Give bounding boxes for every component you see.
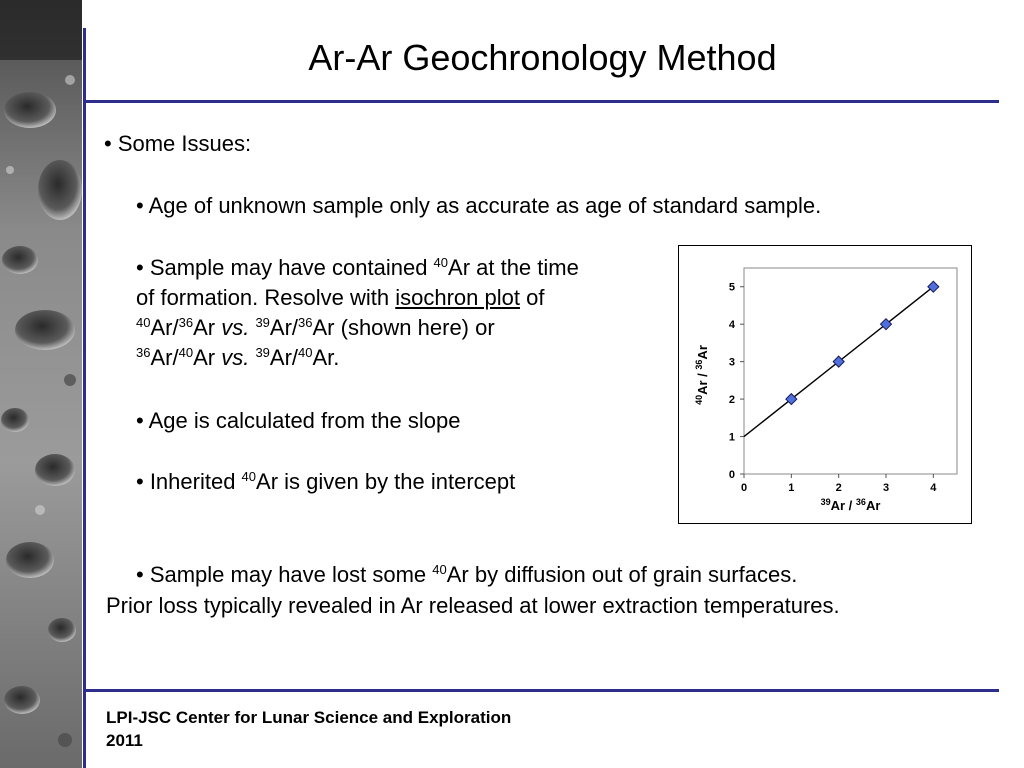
y-tick-label: 5 — [728, 281, 735, 294]
x-tick-label: 0 — [740, 482, 748, 494]
footer — [106, 706, 511, 752]
bullet-inherited-intercept: • Inherited $^{40}$Ar is given by the intercept — [136, 469, 516, 494]
x-tick-label: 4 — [930, 482, 937, 494]
isochron-plot-link[interactable]: isochron plot — [395, 285, 520, 310]
slide-title: Ar-Ar Geochronology Method — [308, 37, 777, 78]
isochron-chart-svg — [679, 246, 971, 523]
bullet-contained-line-1: • Sample may have contained $^{40}$Ar at the time — [136, 255, 579, 280]
y-axis-label: $^{40}$Ar / $^{36}$Ar — [694, 345, 710, 405]
bullet-contained-line-3: $^{40}$Ar/$^{36}$Ar vs. $^{39}$Ar/$^{36}$Ar (shown here) or — [136, 315, 495, 340]
bullet-contained-line-4: $^{36}$Ar/$^{40}$Ar vs. $^{39}$Ar/$^{40}$Ar. — [136, 345, 340, 370]
y-tick-label: 3 — [728, 356, 735, 369]
footer-divider — [83, 689, 999, 692]
x-tick-label: 1 — [788, 482, 795, 494]
bullet-lost-argon: • Sample may have lost some $^{40}$Ar by diffusion out of grain surfaces. — [136, 562, 798, 587]
x-tick-label: 3 — [882, 482, 890, 494]
vertical-divider — [83, 28, 86, 768]
y-tick-label: 4 — [728, 319, 735, 332]
header-divider — [83, 100, 999, 103]
plot-area-frame — [744, 268, 957, 474]
y-tick-label: 0 — [728, 469, 735, 481]
footer-year: 2011 — [106, 731, 143, 750]
chart-axes — [729, 282, 937, 494]
isochron-plot — [678, 245, 972, 524]
lunar-surface-image — [0, 0, 82, 768]
bullet-standard-accuracy: • Age of unknown sample only as accurate as age of standard sample. — [136, 193, 822, 218]
bullet-age-slope: • Age is calculated from the slope — [136, 408, 461, 433]
y-tick-label: 2 — [728, 394, 735, 407]
bullet-contained-line-2: of formation. Resolve with isochron plot of — [136, 285, 545, 310]
bullet-some-issues: • Some Issues: — [104, 131, 252, 156]
footer-organization: LPI-JSC Center for Lunar Science and Exploration — [106, 708, 512, 727]
prior-loss-text: Prior loss typically revealed in Ar released at lower extraction temperatures. — [106, 593, 840, 618]
y-tick-label: 1 — [728, 431, 735, 444]
x-axis-label: $^{39}$Ar / $^{36}$Ar — [820, 497, 881, 513]
x-tick-label: 2 — [835, 482, 842, 494]
